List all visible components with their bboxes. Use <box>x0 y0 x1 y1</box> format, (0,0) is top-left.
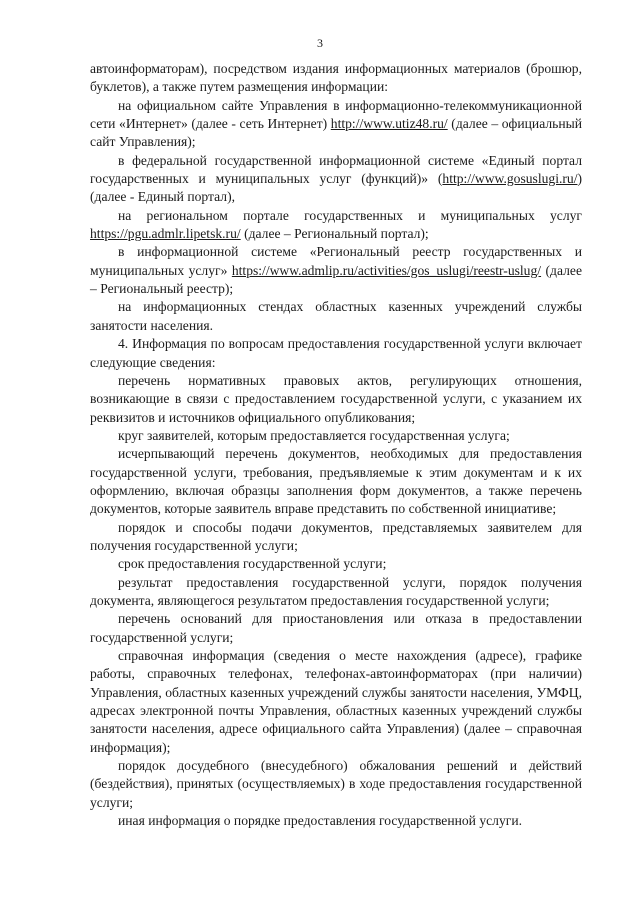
document-body <box>90 60 582 830</box>
hyperlink[interactable]: https://www.admlip.ru/activities/gos_uslugi/reestr-uslug/ <box>231 262 542 278</box>
paragraph <box>90 555 582 573</box>
paragraph <box>90 335 582 372</box>
paragraph <box>90 298 582 335</box>
paragraph <box>90 812 582 830</box>
page-number: 3 <box>317 36 323 50</box>
paragraph-text: 4. Информация по вопросам предоставления государственной услуги включает следующие сведения: <box>90 336 582 370</box>
paragraph-text: порядок досудебного (внесудебного) обжалования решений и действий (бездействия), принятых (осуществляемых) в ходе предоставления государственной услуги; <box>90 758 582 810</box>
paragraph <box>90 519 582 556</box>
paragraph-text: на официальном сайте Управления в информационно-телекоммуникационной сети «Интернет» (далее - сеть Интернет) <box>90 97 582 132</box>
paragraph-text: на региональном портале государственных и муниципальных услуг <box>118 207 582 223</box>
paragraph-text: результат предоставления государственной услуги, порядок получения документа, являющегося результатом предоставления государственной услуги; <box>90 574 582 608</box>
paragraph-text: (далее – официальный сайт Управления); <box>90 116 583 150</box>
paragraph <box>90 152 582 207</box>
paragraph <box>90 60 582 97</box>
paragraph-text: на информационных стендах областных казенных учреждений службы занятости населения. <box>90 299 582 333</box>
paragraph-text: срок предоставления государственной услуги; <box>118 556 387 572</box>
paragraph <box>90 445 582 518</box>
paragraph-text: автоинформаторам), посредством издания информационных материалов (брошюр, буклетов), а также путем размещения информации: <box>90 61 582 95</box>
hyperlink[interactable]: http://www.gosuslugi.ru/ <box>442 171 578 187</box>
hyperlink[interactable]: https://pgu.admlr.lipetsk.ru/ <box>90 226 241 242</box>
paragraph-text: перечень нормативных правовых актов, регулирующих отношения, возникающие в связи с предоставлением государственной услуги, с указанием их реквизитов и источников официального опубликования; <box>90 372 582 425</box>
paragraph <box>90 757 582 812</box>
paragraph-text: круг заявителей, которым предоставляется государственная услуга; <box>118 427 510 443</box>
paragraph <box>90 97 582 152</box>
paragraph <box>90 372 582 427</box>
paragraph <box>90 610 582 647</box>
paragraph-text: исчерпывающий перечень документов, необходимых для предоставления государственной услуги, требования, предъявляемые к этим документам и к их оформлению, включая образцы заполнения форм документов, а также перечень документов, которые заявитель вправе представить по собственной инициативе; <box>90 446 582 517</box>
hyperlink[interactable]: http://www.utiz48.ru/ <box>330 116 448 132</box>
paragraph <box>90 574 582 611</box>
paragraph <box>90 647 582 757</box>
paragraph-text: в федеральной государственной информационной системе «Единый портал государственных и муниципальных услуг (функций)» ( <box>90 152 582 187</box>
paragraph-text: справочная информация (сведения о месте нахождения (адресе), графике работы, справочных телефонах, телефонах-автоинформаторах (при наличии) Управления, областных казенных учреждений службы занятости населения, УМФЦ, адресах электронной почты Управления, областных казенных учреждений службы занятости населения, адресе официального сайта Управления) (далее – справочная информация); <box>90 648 582 755</box>
paragraph <box>90 427 582 445</box>
paragraph-text: иная информация о порядке предоставления государственной услуги. <box>118 813 523 829</box>
paragraph-text: перечень оснований для приостановления или отказа в предоставлении государственной услуги; <box>90 611 582 645</box>
paragraph-text: (далее – Региональный реестр); <box>90 262 582 297</box>
paragraph <box>90 243 582 298</box>
paragraph-text: порядок и способы подачи документов, представляемых заявителем для получения государственной услуги; <box>90 519 582 553</box>
paragraph-text: (далее – Региональный портал); <box>240 226 429 242</box>
paragraph <box>90 207 582 244</box>
paragraph-text: в информационной системе «Региональный реестр государственных и муниципальных услуг» <box>90 244 582 278</box>
paragraph-text: ) (далее - Единый портал), <box>90 171 582 205</box>
